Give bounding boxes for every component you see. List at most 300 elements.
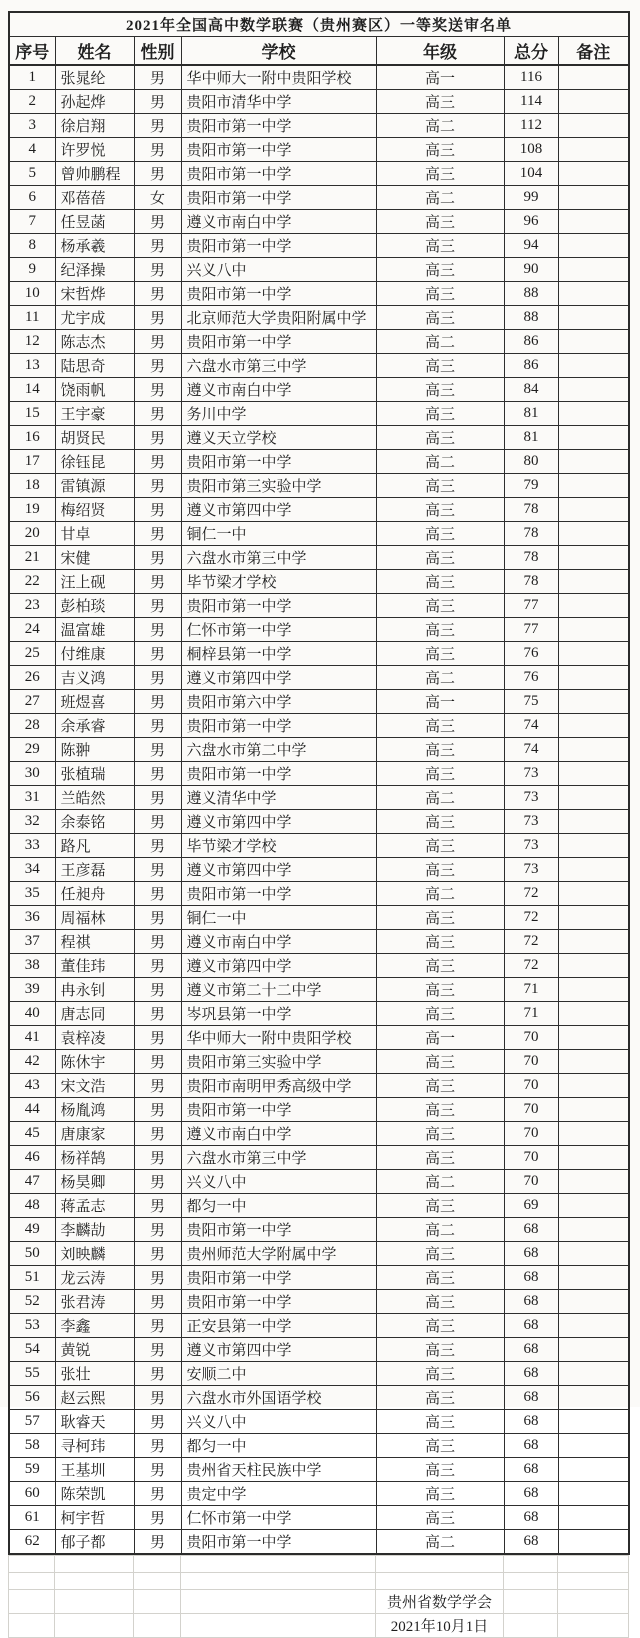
table-row xyxy=(9,1362,629,1386)
cell-score: 76 xyxy=(504,666,558,690)
table-row xyxy=(9,1290,629,1314)
cell-gender: 男 xyxy=(134,1098,181,1122)
table-row xyxy=(9,1242,629,1266)
cell-school: 遵义市第四中学 xyxy=(181,858,376,882)
cell-name: 李麟劼 xyxy=(55,1218,134,1242)
table-row xyxy=(9,378,629,402)
cell-gender: 男 xyxy=(134,1338,181,1362)
cell-score: 68 xyxy=(504,1458,558,1482)
cell-remark xyxy=(558,1506,629,1530)
table-row xyxy=(9,690,629,714)
cell-grade: 高三 xyxy=(376,1194,504,1218)
cell-serial: 60 xyxy=(9,1482,55,1506)
cell-school: 遵义市第二十二中学 xyxy=(181,978,376,1002)
table-row xyxy=(9,330,629,354)
cell-serial: 11 xyxy=(9,306,55,330)
table-row xyxy=(9,1074,629,1098)
cell-score: 75 xyxy=(504,690,558,714)
cell-serial: 41 xyxy=(9,1026,55,1050)
cell-school: 务川中学 xyxy=(181,402,376,426)
cell-school: 遵义市南白中学 xyxy=(181,378,376,402)
cell-serial: 4 xyxy=(9,138,55,162)
cell-serial: 48 xyxy=(9,1194,55,1218)
cell-score: 88 xyxy=(504,282,558,306)
cell-school: 贵阳市第一中学 xyxy=(181,114,376,138)
cell-remark xyxy=(558,1338,629,1362)
cell-grade: 高三 xyxy=(376,810,504,834)
table-row xyxy=(9,1170,629,1194)
cell-grade: 高一 xyxy=(376,690,504,714)
cell-school: 北京师范大学贵阳附属中学 xyxy=(181,306,376,330)
cell-name: 宋健 xyxy=(55,546,134,570)
cell-score: 73 xyxy=(504,786,558,810)
cell-name: 蒋孟志 xyxy=(55,1194,134,1218)
cell-score: 74 xyxy=(504,738,558,762)
table-row xyxy=(9,282,629,306)
cell-remark xyxy=(558,138,629,162)
cell-serial: 22 xyxy=(9,570,55,594)
cell-gender: 男 xyxy=(134,1218,181,1242)
cell-grade: 高二 xyxy=(376,1530,504,1555)
cell-name: 龙云涛 xyxy=(55,1266,134,1290)
cell-remark xyxy=(558,1002,629,1026)
cell-grade: 高三 xyxy=(376,714,504,738)
cell-name: 温富雄 xyxy=(55,618,134,642)
cell-grade: 高三 xyxy=(376,402,504,426)
cell-serial: 29 xyxy=(9,738,55,762)
table-row xyxy=(9,1410,629,1434)
cell-grade: 高二 xyxy=(376,330,504,354)
cell-gender: 男 xyxy=(134,834,181,858)
cell-remark xyxy=(558,282,629,306)
cell-score: 78 xyxy=(504,570,558,594)
cell-score: 68 xyxy=(504,1482,558,1506)
cell-gender: 男 xyxy=(134,65,181,90)
table-row xyxy=(9,306,629,330)
cell-gender: 男 xyxy=(134,690,181,714)
cell-gender: 男 xyxy=(134,258,181,282)
cell-name: 徐启翔 xyxy=(55,114,134,138)
cell-name: 任昱菡 xyxy=(55,210,134,234)
cell-name: 寻柯玮 xyxy=(55,1434,134,1458)
cell-score: 84 xyxy=(504,378,558,402)
cell-grade: 高二 xyxy=(376,186,504,210)
cell-score: 68 xyxy=(504,1386,558,1410)
cell-score: 72 xyxy=(504,954,558,978)
cell-grade: 高三 xyxy=(376,306,504,330)
cell-grade: 高一 xyxy=(376,1026,504,1050)
cell-serial: 14 xyxy=(9,378,55,402)
cell-grade: 高三 xyxy=(376,1146,504,1170)
cell-grade: 高三 xyxy=(376,594,504,618)
cell-serial: 12 xyxy=(9,330,55,354)
cell-gender: 男 xyxy=(134,1026,181,1050)
cell-gender: 男 xyxy=(134,498,181,522)
cell-score: 80 xyxy=(504,450,558,474)
cell-remark xyxy=(558,1530,629,1555)
cell-school: 贵阳市第一中学 xyxy=(181,1290,376,1314)
cell-serial: 25 xyxy=(9,642,55,666)
cell-score: 73 xyxy=(504,834,558,858)
cell-remark xyxy=(558,714,629,738)
cell-gender: 男 xyxy=(134,786,181,810)
cell-serial: 24 xyxy=(9,618,55,642)
cell-gender: 男 xyxy=(134,810,181,834)
cell-gender: 男 xyxy=(134,1050,181,1074)
cell-name: 杨承羲 xyxy=(55,234,134,258)
cell-remark xyxy=(558,378,629,402)
cell-name: 尤宇成 xyxy=(55,306,134,330)
cell-remark xyxy=(558,1026,629,1050)
cell-remark xyxy=(558,498,629,522)
cell-score: 68 xyxy=(504,1338,558,1362)
cell-name: 黄锐 xyxy=(55,1338,134,1362)
empty-cell xyxy=(9,1573,55,1590)
cell-serial: 43 xyxy=(9,1074,55,1098)
cell-school: 贵阳市第一中学 xyxy=(181,138,376,162)
cell-gender: 男 xyxy=(134,90,181,114)
empty-cell xyxy=(134,1573,181,1590)
cell-remark xyxy=(558,786,629,810)
cell-gender: 男 xyxy=(134,858,181,882)
cell-remark xyxy=(558,450,629,474)
cell-serial: 26 xyxy=(9,666,55,690)
header-row xyxy=(9,37,629,66)
table-row xyxy=(9,930,629,954)
cell-score: 70 xyxy=(504,1170,558,1194)
cell-name: 陈休宇 xyxy=(55,1050,134,1074)
cell-serial: 37 xyxy=(9,930,55,954)
cell-gender: 男 xyxy=(134,1410,181,1434)
cell-grade: 高三 xyxy=(376,906,504,930)
cell-score: 78 xyxy=(504,498,558,522)
table-row xyxy=(9,1146,629,1170)
cell-name: 宋文浩 xyxy=(55,1074,134,1098)
cell-gender: 男 xyxy=(134,1002,181,1026)
cell-remark xyxy=(558,930,629,954)
cell-remark xyxy=(558,1218,629,1242)
cell-gender: 男 xyxy=(134,1482,181,1506)
cell-score: 68 xyxy=(504,1290,558,1314)
cell-school: 贵阳市第一中学 xyxy=(181,234,376,258)
table-row xyxy=(9,594,629,618)
cell-school: 贵阳市第三实验中学 xyxy=(181,1050,376,1074)
table-row xyxy=(9,786,629,810)
cell-remark xyxy=(558,1458,629,1482)
cell-school: 华中师大一附中贵阳学校 xyxy=(181,65,376,90)
cell-gender: 男 xyxy=(134,330,181,354)
table-row xyxy=(9,1530,629,1555)
cell-gender: 男 xyxy=(134,1074,181,1098)
col-header-remark: 备注 xyxy=(558,37,629,66)
cell-school: 六盘水市第三中学 xyxy=(181,546,376,570)
empty-cell xyxy=(504,1590,558,1614)
empty-cell xyxy=(55,1556,134,1573)
cell-name: 袁梓凌 xyxy=(55,1026,134,1050)
cell-school: 贵阳市第一中学 xyxy=(181,330,376,354)
cell-school: 遵义市南白中学 xyxy=(181,210,376,234)
cell-school: 兴义八中 xyxy=(181,258,376,282)
cell-school: 安顺二中 xyxy=(181,1362,376,1386)
cell-name: 陈志杰 xyxy=(55,330,134,354)
cell-score: 68 xyxy=(504,1530,558,1555)
cell-grade: 高三 xyxy=(376,162,504,186)
cell-score: 74 xyxy=(504,714,558,738)
cell-school: 毕节梁才学校 xyxy=(181,834,376,858)
cell-serial: 40 xyxy=(9,1002,55,1026)
cell-grade: 高三 xyxy=(376,1506,504,1530)
col-header-grade: 年级 xyxy=(376,37,504,66)
cell-gender: 男 xyxy=(134,1194,181,1218)
col-header-score: 总分 xyxy=(504,37,558,66)
cell-serial: 23 xyxy=(9,594,55,618)
cell-grade: 高二 xyxy=(376,450,504,474)
cell-score: 76 xyxy=(504,642,558,666)
table-row xyxy=(9,714,629,738)
table-row xyxy=(9,642,629,666)
cell-gender: 男 xyxy=(134,762,181,786)
cell-remark xyxy=(558,210,629,234)
cell-gender: 女 xyxy=(134,186,181,210)
table-row xyxy=(9,1266,629,1290)
cell-grade: 高三 xyxy=(376,858,504,882)
cell-school: 贵阳市第一中学 xyxy=(181,1218,376,1242)
cell-serial: 28 xyxy=(9,714,55,738)
cell-grade: 高三 xyxy=(376,378,504,402)
cell-school: 贵州师范大学附属中学 xyxy=(181,1242,376,1266)
cell-gender: 男 xyxy=(134,450,181,474)
table-row xyxy=(9,1002,629,1026)
cell-grade: 高三 xyxy=(376,90,504,114)
cell-remark xyxy=(558,570,629,594)
cell-name: 冉永钊 xyxy=(55,978,134,1002)
cell-school: 贵阳市第一中学 xyxy=(181,1530,376,1555)
cell-school: 贵定中学 xyxy=(181,1482,376,1506)
empty-cell xyxy=(134,1590,181,1614)
cell-score: 72 xyxy=(504,882,558,906)
col-header-gender: 性别 xyxy=(134,37,181,66)
cell-remark xyxy=(558,618,629,642)
cell-serial: 1 xyxy=(9,65,55,90)
cell-gender: 男 xyxy=(134,1434,181,1458)
cell-grade: 高三 xyxy=(376,354,504,378)
table-row xyxy=(9,1386,629,1410)
table-row xyxy=(9,498,629,522)
cell-grade: 高三 xyxy=(376,618,504,642)
cell-score: 68 xyxy=(504,1266,558,1290)
cell-score: 68 xyxy=(504,1434,558,1458)
cell-grade: 高三 xyxy=(376,210,504,234)
cell-score: 70 xyxy=(504,1098,558,1122)
table-row xyxy=(9,1506,629,1530)
table-row xyxy=(9,906,629,930)
cell-serial: 49 xyxy=(9,1218,55,1242)
cell-serial: 15 xyxy=(9,402,55,426)
table-row xyxy=(9,1338,629,1362)
cell-serial: 20 xyxy=(9,522,55,546)
cell-name: 张植瑞 xyxy=(55,762,134,786)
cell-school: 贵阳市第一中学 xyxy=(181,282,376,306)
table-row xyxy=(9,138,629,162)
cell-grade: 高三 xyxy=(376,1098,504,1122)
cell-gender: 男 xyxy=(134,1170,181,1194)
table-row xyxy=(9,1218,629,1242)
table-row xyxy=(9,570,629,594)
table-row xyxy=(9,954,629,978)
cell-school: 贵阳市第一中学 xyxy=(181,762,376,786)
cell-gender: 男 xyxy=(134,930,181,954)
table-row xyxy=(9,1482,629,1506)
cell-score: 77 xyxy=(504,594,558,618)
empty-cell xyxy=(181,1573,376,1590)
cell-name: 胡贤民 xyxy=(55,426,134,450)
table-row xyxy=(9,522,629,546)
cell-school: 贵阳市清华中学 xyxy=(181,90,376,114)
cell-school: 贵阳市第一中学 xyxy=(181,450,376,474)
cell-name: 程祺 xyxy=(55,930,134,954)
cell-school: 贵阳市第一中学 xyxy=(181,882,376,906)
cell-serial: 33 xyxy=(9,834,55,858)
cell-name: 赵云熙 xyxy=(55,1386,134,1410)
cell-remark xyxy=(558,1266,629,1290)
cell-remark xyxy=(558,1482,629,1506)
empty-cell xyxy=(558,1556,629,1573)
cell-grade: 高三 xyxy=(376,1122,504,1146)
empty-cell xyxy=(558,1614,629,1638)
cell-remark xyxy=(558,810,629,834)
cell-remark xyxy=(558,90,629,114)
cell-remark xyxy=(558,978,629,1002)
cell-remark xyxy=(558,426,629,450)
cell-serial: 30 xyxy=(9,762,55,786)
cell-remark xyxy=(558,162,629,186)
cell-grade: 高三 xyxy=(376,1050,504,1074)
cell-remark xyxy=(558,546,629,570)
document xyxy=(8,11,628,1638)
cell-name: 任昶舟 xyxy=(55,882,134,906)
cell-name: 张壮 xyxy=(55,1362,134,1386)
cell-gender: 男 xyxy=(134,1146,181,1170)
cell-gender: 男 xyxy=(134,906,181,930)
cell-grade: 高三 xyxy=(376,738,504,762)
table-row xyxy=(9,65,629,90)
table-head xyxy=(9,12,629,65)
cell-gender: 男 xyxy=(134,162,181,186)
cell-school: 兴义八中 xyxy=(181,1410,376,1434)
cell-remark xyxy=(558,690,629,714)
cell-name: 宋哲烨 xyxy=(55,282,134,306)
table-row xyxy=(9,354,629,378)
table-row xyxy=(9,834,629,858)
cell-serial: 53 xyxy=(9,1314,55,1338)
cell-name: 张晁纶 xyxy=(55,65,134,90)
cell-gender: 男 xyxy=(134,978,181,1002)
empty-cell xyxy=(134,1614,181,1638)
cell-grade: 高三 xyxy=(376,1386,504,1410)
table-row xyxy=(9,186,629,210)
cell-remark xyxy=(558,65,629,90)
table-row xyxy=(9,1122,629,1146)
cell-school: 仁怀市第一中学 xyxy=(181,618,376,642)
cell-gender: 男 xyxy=(134,234,181,258)
cell-score: 69 xyxy=(504,1194,558,1218)
cell-school: 正安县第一中学 xyxy=(181,1314,376,1338)
cell-name: 饶雨帆 xyxy=(55,378,134,402)
cell-remark xyxy=(558,258,629,282)
table-row xyxy=(9,858,629,882)
table-row xyxy=(9,234,629,258)
cell-score: 68 xyxy=(504,1242,558,1266)
cell-remark xyxy=(558,834,629,858)
cell-remark xyxy=(558,1242,629,1266)
cell-score: 78 xyxy=(504,522,558,546)
cell-gender: 男 xyxy=(134,570,181,594)
cell-name: 纪泽操 xyxy=(55,258,134,282)
table-row xyxy=(9,546,629,570)
empty-cell xyxy=(9,1556,55,1573)
cell-gender: 男 xyxy=(134,306,181,330)
cell-name: 陈荣凯 xyxy=(55,1482,134,1506)
cell-name: 付维康 xyxy=(55,642,134,666)
cell-name: 梅绍贤 xyxy=(55,498,134,522)
cell-name: 甘卓 xyxy=(55,522,134,546)
cell-gender: 男 xyxy=(134,402,181,426)
cell-name: 耿睿天 xyxy=(55,1410,134,1434)
empty-cell xyxy=(9,1590,55,1614)
cell-grade: 高三 xyxy=(376,1002,504,1026)
cell-score: 68 xyxy=(504,1362,558,1386)
cell-grade: 高二 xyxy=(376,666,504,690)
cell-gender: 男 xyxy=(134,642,181,666)
empty-cell xyxy=(504,1573,558,1590)
cell-serial: 3 xyxy=(9,114,55,138)
empty-cell xyxy=(558,1590,629,1614)
cell-gender: 男 xyxy=(134,474,181,498)
table-row xyxy=(9,1026,629,1050)
cell-school: 六盘水市第二中学 xyxy=(181,738,376,762)
cell-score: 72 xyxy=(504,906,558,930)
footer-organization: 贵州省数学学会 xyxy=(376,1590,504,1614)
cell-school: 六盘水市外国语学校 xyxy=(181,1386,376,1410)
cell-school: 都匀一中 xyxy=(181,1194,376,1218)
cell-name: 吉义鸿 xyxy=(55,666,134,690)
empty-cell xyxy=(55,1590,134,1614)
table-row xyxy=(9,738,629,762)
cell-serial: 32 xyxy=(9,810,55,834)
cell-score: 108 xyxy=(504,138,558,162)
cell-school: 遵义市第四中学 xyxy=(181,1338,376,1362)
cell-serial: 56 xyxy=(9,1386,55,1410)
cell-name: 郁子都 xyxy=(55,1530,134,1555)
cell-remark xyxy=(558,402,629,426)
col-header-school: 学校 xyxy=(181,37,376,66)
table-row xyxy=(9,1098,629,1122)
cell-grade: 高三 xyxy=(376,1458,504,1482)
cell-score: 72 xyxy=(504,930,558,954)
cell-remark xyxy=(558,642,629,666)
cell-name: 柯宇哲 xyxy=(55,1506,134,1530)
cell-remark xyxy=(558,1362,629,1386)
cell-score: 70 xyxy=(504,1122,558,1146)
cell-serial: 6 xyxy=(9,186,55,210)
cell-serial: 7 xyxy=(9,210,55,234)
table-row xyxy=(9,162,629,186)
cell-name: 张君涛 xyxy=(55,1290,134,1314)
cell-gender: 男 xyxy=(134,1122,181,1146)
cell-name: 路凡 xyxy=(55,834,134,858)
cell-serial: 50 xyxy=(9,1242,55,1266)
cell-grade: 高二 xyxy=(376,114,504,138)
